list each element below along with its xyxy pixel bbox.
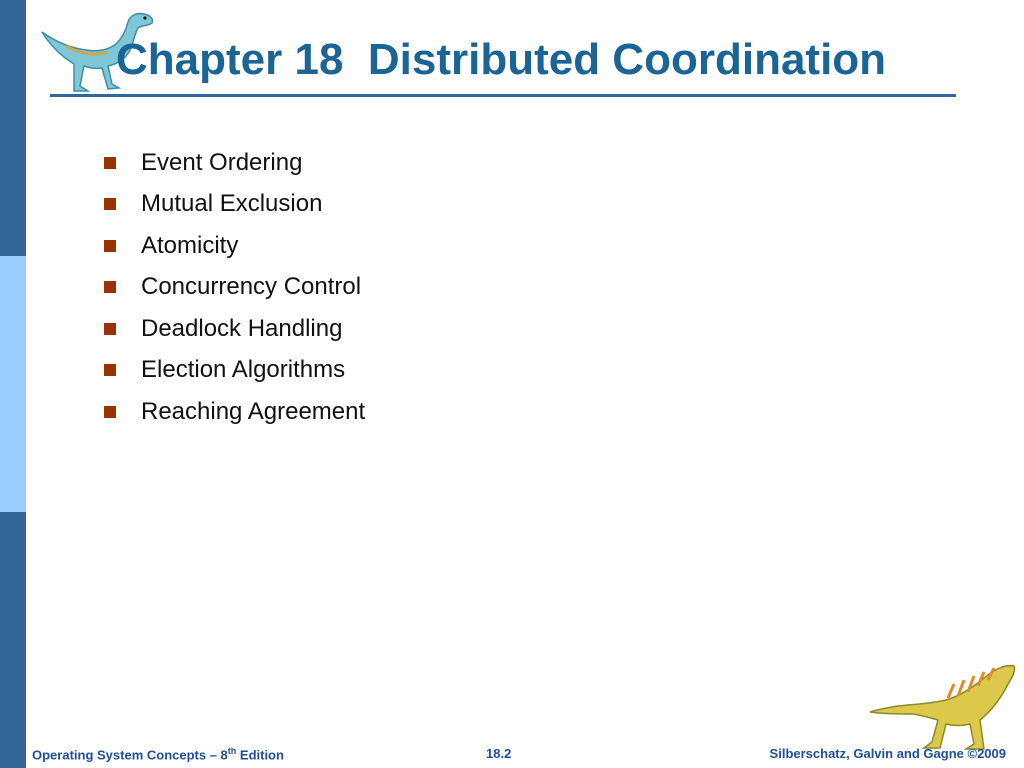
list-item bbox=[104, 267, 365, 309]
square-bullet-icon bbox=[104, 406, 116, 418]
footer-book-prefix: Operating System Concepts – 8 bbox=[32, 747, 228, 763]
square-bullet-icon bbox=[104, 198, 116, 210]
list-item bbox=[104, 308, 365, 350]
square-bullet-icon bbox=[104, 281, 116, 293]
title-underline bbox=[50, 94, 956, 97]
square-bullet-icon bbox=[104, 323, 116, 335]
list-item bbox=[104, 225, 365, 267]
footer-page-number: 18.2 bbox=[486, 746, 512, 761]
footer-book-superscript: th bbox=[227, 746, 237, 756]
list-item bbox=[104, 142, 365, 184]
square-bullet-icon bbox=[104, 364, 116, 376]
list-item bbox=[104, 391, 365, 433]
bullet-text: Mutual Exclusion bbox=[141, 190, 323, 218]
footer-book-suffix: Edition bbox=[236, 747, 284, 763]
list-item bbox=[104, 184, 365, 226]
slide-title: Chapter 18 Distributed Coordination bbox=[116, 35, 887, 84]
sidebar-band-bottom bbox=[0, 512, 26, 768]
sidebar-band-top bbox=[0, 0, 26, 256]
footer-copyright: Silberschatz, Galvin and Gagne ©2009 bbox=[769, 746, 1006, 761]
sidebar-band-middle bbox=[0, 256, 26, 512]
footer-book-title bbox=[32, 746, 284, 762]
bullet-text: Event Ordering bbox=[141, 148, 303, 176]
list-item bbox=[104, 350, 365, 392]
bullet-list bbox=[104, 142, 365, 433]
dinosaur-icon bbox=[868, 656, 1018, 752]
square-bullet-icon bbox=[104, 157, 116, 169]
square-bullet-icon bbox=[104, 240, 116, 252]
bullet-text: Election Algorithms bbox=[141, 356, 346, 384]
bullet-text: Atomicity bbox=[141, 231, 239, 259]
bullet-text: Reaching Agreement bbox=[141, 397, 366, 425]
bullet-text: Concurrency Control bbox=[141, 273, 362, 301]
bullet-text: Deadlock Handling bbox=[141, 314, 343, 342]
